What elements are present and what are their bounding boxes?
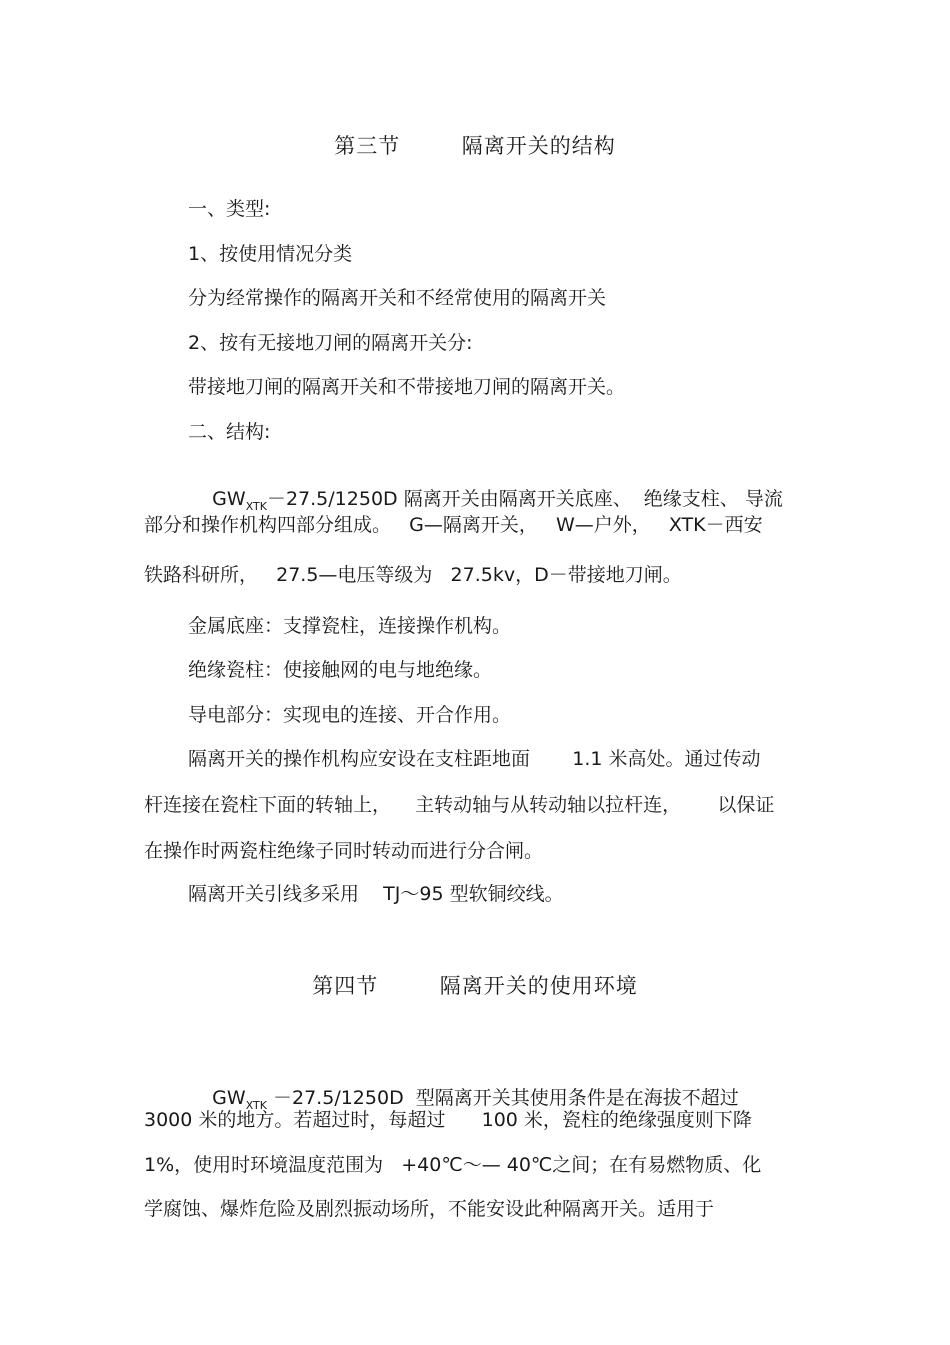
type2-text: 带接地刀闸的隔离开关和不带接地刀闸的隔离开关。 [188,376,626,398]
section3-title: 第三节 隔离开关的结构 [334,134,616,158]
types-heading: 一、类型: [188,198,271,220]
type1-heading: 1、按使用情况分类 [188,243,353,265]
mechanism-para-line2: 杆连接在瓷柱下面的转轴上， 主转动轴与从转动轴以拉杆连， 以保证 [144,794,775,816]
base-text: 金属底座：支撑瓷柱，连接操作机构。 [188,615,512,637]
model-subscript: XTK [245,500,267,513]
model-subscript: XTK [245,1099,267,1112]
structure-para-line3: 铁路科研所， 27.5—电压等级为 27.5kv，D－带接地刀闸。 [144,564,682,586]
conductive-text: 导电部分：实现电的连接、开合作用。 [188,704,512,726]
section4-title: 第四节 隔离开关的使用环境 [312,974,638,998]
type1-text: 分为经常操作的隔离开关和不经常使用的隔离开关 [188,287,607,309]
model-prefix: GW [212,488,246,510]
model-prefix: GW [212,1087,246,1109]
mechanism-para-line3: 在操作时两瓷柱绝缘子同时转动而进行分合闸。 [144,840,544,862]
type2-heading: 2、按有无接地刀闸的隔离开关分: [188,332,473,354]
lead-text: 隔离开关引线多采用 TJ～95 型软铜绞线。 [188,883,564,905]
structure-heading: 二、结构: [188,421,271,443]
mechanism-para-line1: 隔离开关的操作机构应安设在支柱距地面 1.1 米高处。通过传动 [188,748,761,770]
section4-para-line4: 学腐蚀、爆炸危险及剧烈振动场所，不能安设此种隔离开关。适用于 [144,1198,715,1220]
section4-para-line2: 3000 米的地方。若超过时，每超过 100 米，瓷柱的绝缘强度则下降 [144,1109,752,1131]
structure-para-line2: 部分和操作机构四部分组成。 G—隔离开关， W—户外， XTK－西安 [144,514,763,536]
model-rest: －27.5/1250D 型隔离开关其使用条件是在海拔不超过 [266,1087,739,1109]
insulator-text: 绝缘瓷柱：使接触网的电与地绝缘。 [188,659,493,681]
section4-para-line3: 1%，使用时环境温度范围为 +40℃～— 40℃之间；在有易燃物质、化 [144,1154,762,1176]
model-rest: －27.5/1250D 隔离开关由隔离开关底座、 绝缘支柱、 导流 [266,488,783,510]
